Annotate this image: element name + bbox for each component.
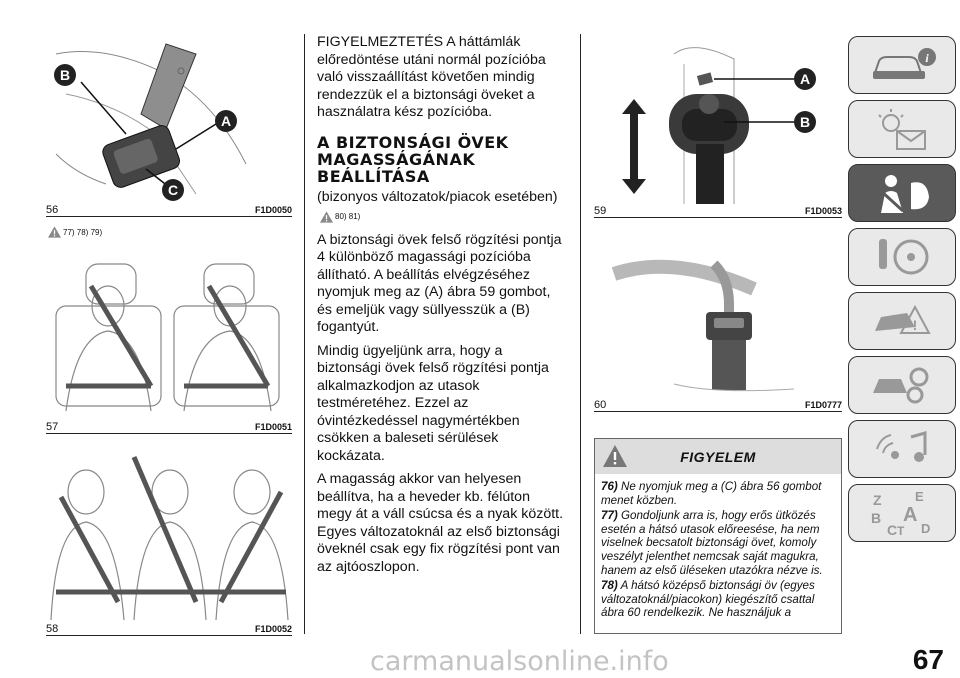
seatbelt-airbag-icon xyxy=(867,171,937,215)
label-b: B xyxy=(799,114,811,130)
label-b: B xyxy=(59,67,71,83)
svg-text:i: i xyxy=(925,51,929,65)
svg-text:!: ! xyxy=(912,317,918,333)
paragraph-3: A magasság akkor van helyesen beállítva, ha a heveder kb. félúton megy át a váll csúcsa és a nyak között. Egyes változatoknál az első biztonsági öveknél csak egy fix rögzítési pont van az ajtóoszlopon. xyxy=(317,471,564,575)
tab-emergency[interactable] xyxy=(848,292,956,350)
navigation-music-icon xyxy=(867,427,937,471)
svg-text:T: T xyxy=(897,524,905,537)
figure-number: 58 xyxy=(46,623,59,635)
warning-box xyxy=(594,438,842,634)
auxiliary-buckle-illustration xyxy=(594,234,842,399)
column-divider xyxy=(304,34,305,634)
car-warning-icon xyxy=(867,299,937,343)
warning-item-78: 78) A hátsó középső biztonsági öv (egyes változatoknál/piacokon) kiegészítő csattal ábra 60 rendelkezik. Ne használjuk a xyxy=(601,579,815,620)
tab-starting[interactable] xyxy=(848,228,956,286)
page-number: 67 xyxy=(912,644,944,675)
figure-code: F1D0777 xyxy=(804,400,842,410)
tab-car-info[interactable] xyxy=(848,36,956,94)
svg-text:Z: Z xyxy=(873,492,882,508)
alphabet-index-icon xyxy=(867,489,937,537)
svg-text:C: C xyxy=(887,522,898,537)
warning-triangle-icon xyxy=(48,226,61,238)
section-subheading: (bizonyos változatok/piacok esetében) xyxy=(317,188,558,205)
svg-text:A: A xyxy=(903,504,918,526)
section-heading: A BIZTONSÁGI ÖVEK MAGASSÁGÁNAK BEÁLLÍTÁSA xyxy=(317,132,509,186)
chapter-tabs xyxy=(848,36,960,548)
warning-triangle-icon xyxy=(320,211,333,223)
tab-maintenance[interactable] xyxy=(848,356,956,414)
warning-refs-mid xyxy=(320,208,567,226)
dashboard-lights-icon xyxy=(867,107,937,151)
figure-code: F1D0052 xyxy=(254,624,292,634)
refs-text: 77) 78) 79) xyxy=(63,227,103,237)
tab-safety[interactable] xyxy=(848,164,956,222)
figure-number: 59 xyxy=(594,205,607,217)
label-a: A xyxy=(799,71,811,87)
rear-seats-belts-illustration xyxy=(46,246,292,421)
car-gears-icon xyxy=(867,363,937,407)
tab-dashboard[interactable] xyxy=(848,100,956,158)
tab-multimedia[interactable] xyxy=(848,420,956,478)
warning-item-77: 77) Gondoljunk arra is, hogy erős ütközés esetén a hátsó utasok előreesése, ha nem viselnek becsatolt biztonsági övet, komoly veszélyt jelenthet nemcsak saját magukra, hanem az első üléseken utazókra nézve is. xyxy=(601,509,823,577)
figure-code: F1D0050 xyxy=(254,205,292,215)
refs-text: 80) 81) xyxy=(335,212,361,221)
paragraph-2: Mindig ügyeljünk arra, hogy a biztonsági övek felső rögzítési pontja alkalmazkodjon az utasok testméretéhez. Ezzel az óvintézkedéssel nagymértékben csökken a baleseti sérülések kockázata. xyxy=(317,342,549,464)
svg-text:E: E xyxy=(915,489,924,504)
column-divider xyxy=(580,34,581,634)
figure-number: 57 xyxy=(46,421,59,433)
warning-item-76: 76) Ne nyomjuk meg a (C) ábra 56 gombot menet közben. xyxy=(601,480,822,507)
figure-code: F1D0051 xyxy=(254,422,292,432)
svg-text:B: B xyxy=(871,510,882,526)
figure-58 xyxy=(46,452,292,636)
figure-code: F1D0053 xyxy=(804,206,842,216)
warning-title: FIGYELEM xyxy=(680,448,756,465)
label-a: A xyxy=(220,113,232,129)
label-c: C xyxy=(167,182,179,198)
warning-triangle-icon xyxy=(603,445,627,467)
paragraph-1: A biztonsági övek felső rögzítési pontja 4 különböző magassági pozícióba állítható. A beállítás elvégzéséhez nyomjuk meg az (A) ábra 59 gombot, és emeljük vagy süllyesszük a (B) fogantyút. xyxy=(317,231,562,335)
watermark: carmanualsonline.info xyxy=(370,646,669,677)
main-text-column xyxy=(317,34,567,582)
figure-60 xyxy=(594,234,842,412)
svg-text:D: D xyxy=(921,521,931,536)
figure-56 xyxy=(46,34,292,217)
intro-paragraph: FIGYELMEZTETÉS A háttámlák előredöntése utáni normál pozícióba való visszaállítást követően mindig rendezzük el a biztonsági öveket a használatra kész pozícióba. xyxy=(317,34,546,120)
car-info-icon xyxy=(867,45,937,85)
tab-index[interactable] xyxy=(848,484,956,542)
figure-number: 60 xyxy=(594,399,607,411)
warning-refs-left xyxy=(48,226,102,238)
key-steering-icon xyxy=(867,235,937,279)
belt-height-adjuster-illustration xyxy=(594,34,842,204)
figure-57 xyxy=(46,246,292,434)
figure-number: 56 xyxy=(46,204,59,216)
three-passenger-belts-illustration xyxy=(46,452,292,622)
warning-body xyxy=(595,474,841,620)
figure-59 xyxy=(594,34,842,218)
seatbelt-buckle-illustration xyxy=(46,34,292,204)
warning-header xyxy=(595,439,841,474)
